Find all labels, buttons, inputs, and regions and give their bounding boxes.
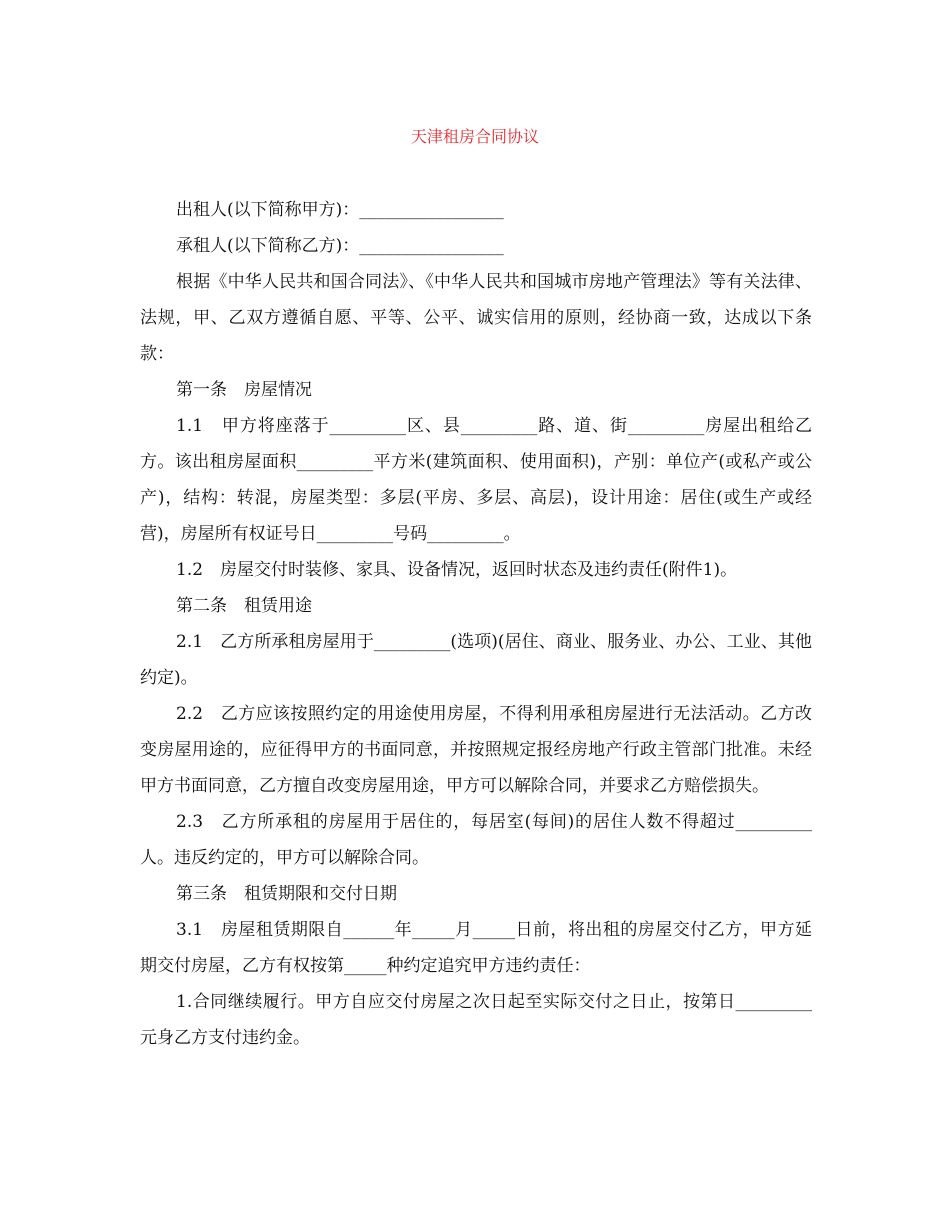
- article-3-heading: 第三条 租赁期限和交付日期: [176, 884, 397, 904]
- lessor-line: 出租人(以下简称甲方)：_________________: [176, 200, 504, 220]
- clause-1-1: 1.1 甲方将座落于_________区、县_________路、道、街_________房屋出租给乙方。该出租房屋面积_________平方米(建筑面积、使用面积)，产别：单位产(或私产或公产)，结构：转混，房屋类型：多层(平房、多层、高层)，设计用途：居住(或生产或经营)，房屋所有权证号日_________号码_________。: [140, 416, 812, 544]
- clause-1-2: 1.2 房屋交付时装修、家具、设备情况，返回时状态及违约责任(附件1)。: [176, 560, 738, 580]
- article-1-heading: 第一条 房屋情况: [176, 380, 312, 400]
- clause-2-3: 2.3 乙方所承租的房屋用于居住的，每居室(每间)的居住人数不得超过_________人。违反约定的，甲方可以解除合同。: [140, 812, 812, 868]
- clause-2-1: 2.1 乙方所承租房屋用于_________(选项)(居住、商业、服务业、办公、工业、其他约定)。: [140, 632, 812, 688]
- clause-3-1-item-1: 1.合同继续履行。甲方自应交付房屋之次日起至实际交付之日止，按第日_________元身乙方支付违约金。: [140, 992, 812, 1048]
- clause-3-1: 3.1 房屋租赁期限自______年_____月_____日前，将出租的房屋交付乙方，甲方延期交付房屋，乙方有权按第_____种约定追究甲方违约责任：: [140, 920, 812, 976]
- lessee-line: 承租人(以下简称乙方)：_________________: [176, 236, 504, 256]
- preamble-paragraph: 根据《中华人民共和国合同法》、《中华人民共和国城市房地产管理法》等有关法律、法规，甲、乙双方遵循自愿、平等、公平、诚实信用的原则，经协商一致，达成以下条款：: [140, 272, 812, 364]
- document-title: 天津租房合同协议: [410, 127, 539, 146]
- clause-2-2: 2.2 乙方应该按照约定的用途使用房屋，不得利用承租房屋进行无法活动。乙方改变房屋用途的，应征得甲方的书面同意，并按照规定报经房地产行政主管部门批准。未经甲方书面同意，乙方擅自改变房屋用途，甲方可以解除合同，并要求乙方赔偿损失。: [140, 704, 812, 796]
- article-2-heading: 第二条 租赁用途: [176, 596, 312, 616]
- document-body: [140, 192, 812, 1056]
